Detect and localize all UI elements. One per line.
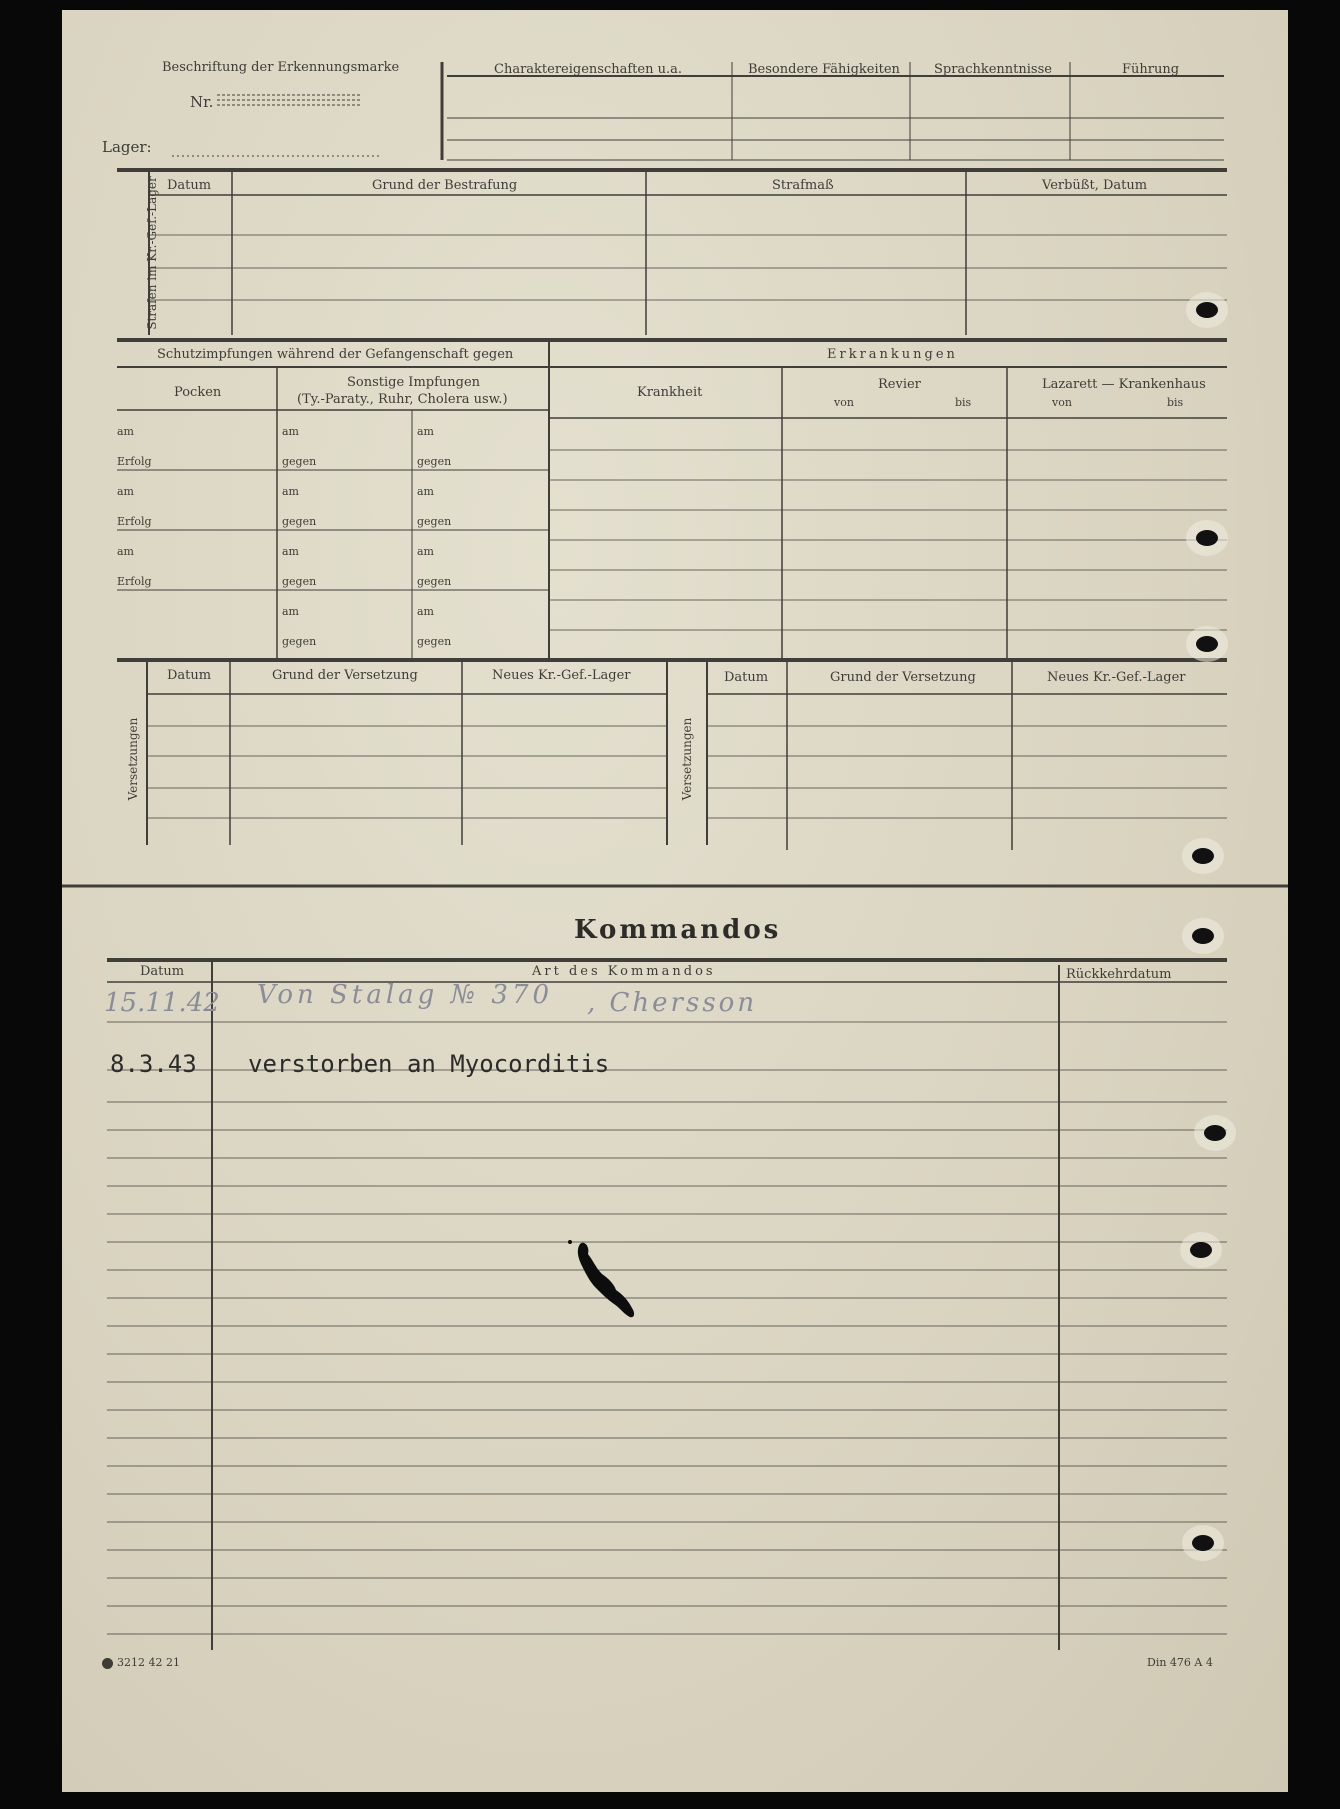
- punch-hole: [1192, 1535, 1214, 1551]
- kommandos-title: Kommandos: [574, 915, 782, 945]
- form-ruling: [62, 10, 1288, 1792]
- sonstige-label: Sonstige Impfungen: [347, 375, 481, 390]
- impf-right-row-6: gegen: [417, 575, 452, 588]
- kommandos-col-datum: Datum: [140, 964, 185, 979]
- entry-1-datum: 15.11.42: [104, 988, 220, 1018]
- erkennungsmarke-label: Beschriftung der Erkennungsmarke: [162, 60, 400, 75]
- impf-right-row-4: gegen: [417, 515, 452, 528]
- revier-label: Revier: [878, 377, 921, 392]
- sonstige-sub-label: (Ty.-Paraty., Ruhr, Cholera usw.): [297, 392, 508, 407]
- form-sheet: [62, 10, 1288, 1792]
- versetzungen-side-label-right: Versetzungen: [680, 717, 694, 801]
- pocken-label: Pocken: [174, 385, 222, 400]
- krankheit-label: Krankheit: [637, 385, 703, 400]
- kommandos-col-art: Art des Kommandos: [532, 964, 716, 979]
- charakter-label: Charaktereigenschaften u.a.: [494, 62, 682, 77]
- lazarett-von-label: von: [1052, 396, 1072, 409]
- impfungen-title: Schutzimpfungen während der Gefangenschaft gegen: [157, 347, 514, 362]
- lazarett-label: Lazarett — Krankenhaus: [1042, 377, 1206, 392]
- lager-label: Lager:: [102, 138, 152, 156]
- strafen-col-strafmass: Strafmaß: [772, 178, 834, 193]
- vers-right-col-grund: Grund der Versetzung: [830, 670, 976, 685]
- revier-von-label: von: [834, 396, 854, 409]
- impf-right-row-3: am: [417, 485, 434, 498]
- impf-mid-row-2: gegen: [282, 455, 317, 468]
- punch-hole: [1190, 1242, 1212, 1258]
- impf-mid-row-1: am: [282, 425, 299, 438]
- punch-hole: [1196, 302, 1218, 318]
- impf-right-row-8: gegen: [417, 635, 452, 648]
- punch-hole: [1192, 928, 1214, 944]
- entry-2-art: verstorben an Myocorditis: [248, 1050, 610, 1078]
- strafen-col-grund: Grund der Bestrafung: [372, 178, 518, 193]
- lazarett-bis-label: bis: [1167, 396, 1184, 409]
- footer-right: Din 476 A 4: [1147, 1656, 1213, 1669]
- impf-right-row-7: am: [417, 605, 434, 618]
- revier-bis-label: bis: [955, 396, 972, 409]
- impf-left-row-1: am: [117, 425, 134, 438]
- vers-right-col-datum: Datum: [724, 670, 769, 685]
- erkrankungen-title: Erkrankungen: [827, 347, 958, 362]
- strafen-col-verbuesst: Verbüßt, Datum: [1042, 178, 1148, 193]
- sprachen-label: Sprachkenntnisse: [934, 62, 1052, 77]
- ink-blot: [562, 1238, 662, 1328]
- entry-1-extra: , Chersson: [587, 988, 758, 1018]
- punch-hole: [1196, 530, 1218, 546]
- vers-left-col-grund: Grund der Versetzung: [272, 668, 418, 683]
- footer-left: [102, 1656, 180, 1669]
- impf-right-row-5: am: [417, 545, 434, 558]
- strafen-side-label: Strafen im Kr.-Gef.-Lager: [145, 176, 159, 330]
- strafen-col-datum: Datum: [167, 178, 212, 193]
- vers-left-col-lager: Neues Kr.-Gef.-Lager: [492, 668, 631, 683]
- impf-mid-row-5: am: [282, 545, 299, 558]
- versetzungen-side-label-left: Versetzungen: [126, 717, 140, 801]
- vers-left-col-datum: Datum: [167, 668, 212, 683]
- impf-mid-row-7: am: [282, 605, 299, 618]
- vers-right-col-lager: Neues Kr.-Gef.-Lager: [1047, 670, 1186, 685]
- punch-hole: [1196, 636, 1218, 652]
- impf-right-row-2: gegen: [417, 455, 452, 468]
- print-mark-icon: [102, 1658, 113, 1669]
- kommandos-col-rueckkehr: Rückkehrdatum: [1066, 967, 1172, 982]
- impf-mid-row-6: gegen: [282, 575, 317, 588]
- entry-2-datum: 8.3.43: [110, 1050, 197, 1078]
- fuehrung-label: Führung: [1122, 62, 1180, 77]
- impf-left-row-2: Erfolg: [117, 455, 152, 468]
- faehigkeiten-label: Besondere Fähigkeiten: [748, 62, 900, 77]
- punch-hole: [1204, 1125, 1226, 1141]
- footer-code: 3212 42 21: [117, 1656, 180, 1669]
- impf-left-row-4: Erfolg: [117, 515, 152, 528]
- impf-mid-row-3: am: [282, 485, 299, 498]
- impf-right-row-1: am: [417, 425, 434, 438]
- impf-left-row-5: am: [117, 545, 134, 558]
- impf-left-row-3: am: [117, 485, 134, 498]
- punch-hole: [1192, 848, 1214, 864]
- impf-mid-row-8: gegen: [282, 635, 317, 648]
- nr-label: Nr.: [190, 93, 214, 111]
- entry-1-art: Von Stalag № 370: [257, 980, 554, 1010]
- impf-mid-row-4: gegen: [282, 515, 317, 528]
- impf-left-row-6: Erfolg: [117, 575, 152, 588]
